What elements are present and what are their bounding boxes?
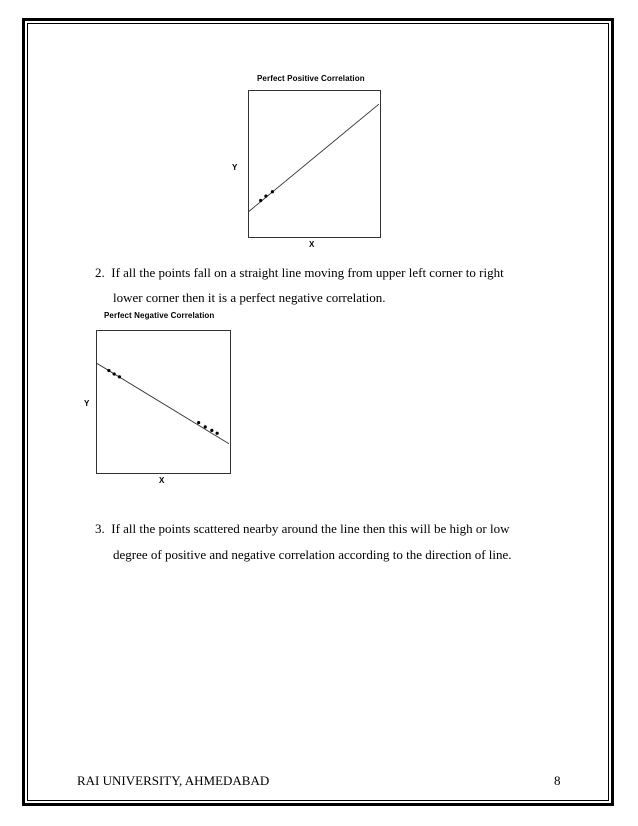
data-point-negative-3 — [118, 375, 121, 378]
x-axis-label-negative: X — [159, 476, 165, 485]
list-text-3-line1: If all the points scattered nearby around the line then this will be high or low — [111, 521, 510, 536]
data-point-negative-4 — [197, 421, 200, 424]
data-point-positive-2 — [264, 195, 267, 198]
footer-university: RAI UNIVERSITY, AHMEDABAD — [77, 773, 270, 788]
data-point-positive-3 — [271, 190, 274, 193]
data-point-negative-7 — [216, 432, 219, 435]
list-number-3: 3. — [95, 521, 105, 536]
x-axis-label-positive: X — [309, 240, 315, 249]
list-text-2-line2: lower corner then it is a perfect negative correlation. — [113, 290, 386, 305]
chart-title-positive: Perfect Positive Correlation — [257, 74, 365, 83]
data-point-positive-1 — [259, 199, 262, 202]
list-text-2-line1: If all the points fall on a straight line moving from upper left corner to right — [111, 265, 504, 280]
list-text-3-line2: degree of positive and negative correlation according to the direction of line. — [113, 547, 512, 562]
data-point-negative-5 — [204, 425, 207, 428]
list-item-2 — [95, 264, 504, 281]
scatter-plot-positive — [249, 91, 379, 236]
chart-frame-positive — [248, 90, 381, 238]
list-number-2: 2. — [95, 265, 105, 280]
chart-title-negative: Perfect Negative Correlation — [104, 311, 215, 320]
chart-frame-negative — [96, 330, 231, 474]
scatter-plot-negative — [97, 331, 229, 472]
data-point-negative-2 — [113, 372, 116, 375]
trend-line-negative — [97, 363, 229, 443]
trend-line-positive — [249, 104, 379, 211]
data-point-negative-6 — [210, 429, 213, 432]
list-item-3 — [95, 520, 509, 537]
data-point-negative-1 — [107, 369, 110, 372]
y-axis-label-positive: Y — [232, 163, 238, 172]
footer-page-number: 8 — [554, 773, 561, 788]
y-axis-label-negative: Y — [84, 399, 90, 408]
